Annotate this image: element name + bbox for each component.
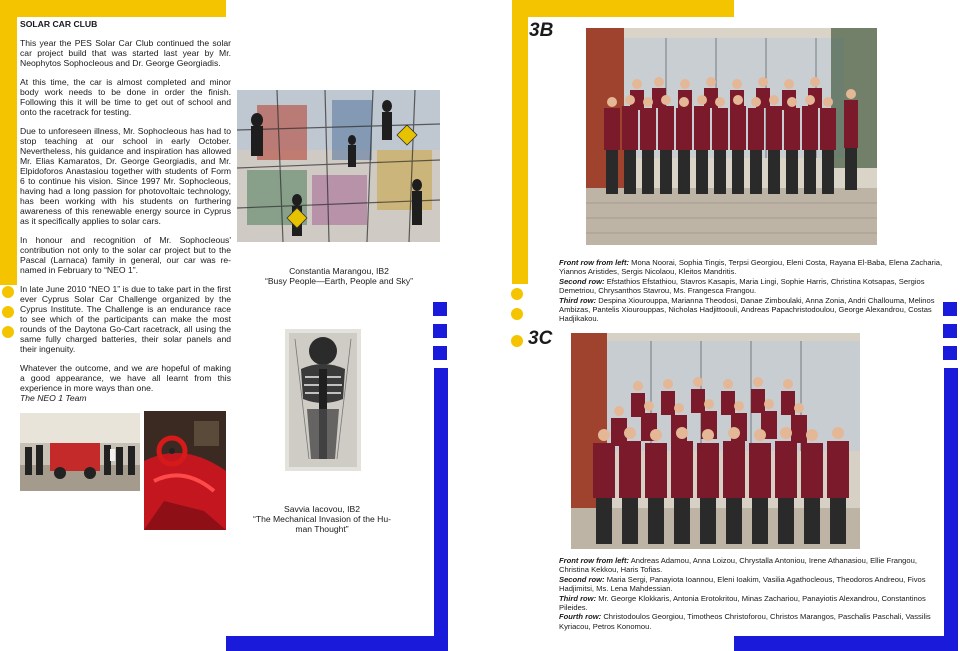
solar-car-cockpit-photo	[144, 411, 226, 530]
decor-dot	[2, 326, 14, 338]
decor-dot	[2, 306, 14, 318]
decor-dot	[511, 308, 523, 320]
right-page-top-bar	[512, 0, 734, 17]
article-paragraph: This year the PES Solar Car Club continued the solar car project build that was started last year by Mr. Neophytos Sophocleous and Dr. George Georgiadis.	[20, 38, 231, 68]
article-paragraph: Due to unforeseen illness, Mr. Sophocleous has had to stop teaching at our school in early October. Nevertheless, his guidance and inspiration has allowed Mr. Elias Kamaratos, Dr. George Georgiadis, and Mr. Elpidoforos Anastasiou together with students of Form 6 to continue his vision. Since 1997 Mr. Sophocleous, having had a long passion for photovoltaic technology, has been working with his students on furthering awareness of this renewable energy source in Cyprus as it specifically applies to solar cars.	[20, 126, 231, 226]
article-paragraph: At this time, the car is almost completed and minor body work needs to be done in order the finish. Following this it will be time to get out of school and onto the racetrack for testing.	[20, 77, 231, 117]
article-column	[20, 19, 231, 403]
decor-square	[943, 346, 957, 360]
painting-busy-people	[237, 90, 440, 242]
article-heading: SOLAR CAR CLUB	[20, 19, 98, 29]
right-page-right-bar	[944, 368, 958, 651]
decor-dot	[2, 286, 14, 298]
article-signature: The NEO 1 Team	[20, 393, 87, 403]
class-label-3b: 3B	[529, 20, 554, 41]
painting-caption-2: Savvia Iacovou, IB2 “The Mechanical Invasion of the Hu-man Thought”	[252, 504, 392, 534]
article-closing: Whatever the outcome, and we are hopeful of making a good appearance, we have all learnt from this experience in more ways than one.	[20, 363, 231, 393]
left-page-top-bar	[0, 0, 226, 17]
left-page-left-bar	[0, 0, 17, 285]
left-page-right-bar	[434, 368, 448, 651]
decor-square	[943, 324, 957, 338]
left-page-bottom-bar	[226, 636, 448, 651]
article-paragraph: In honour and recognition of Mr. Sophocleous' contribution not only to the solar car project but to the Pascal (Larnaca) family in general, our car was re-named in February to “NEO 1”.	[20, 235, 231, 275]
solar-car-team-photo	[20, 413, 140, 491]
class-photo-3c	[571, 333, 860, 549]
article-paragraph: In late June 2010 “NEO 1” is due to take part in the first ever Cyprus Solar Car Challenge organized by the Cyprus Institute. The Challenge is an endurance race to see which of the participants can make the most rounds of the Daytona Go-Cart racetrack, all using the same fully charged batteries, their solar panels and their ingenuity.	[20, 284, 231, 354]
painting-caption-1: Constantia Marangou, IB2 “Busy People—Earth, People and Sky”	[264, 266, 414, 286]
right-page-left-bar	[512, 0, 528, 284]
decor-square	[433, 302, 447, 316]
class-3c-caption: Front row from left: Andreas Adamou, Anna Loizou, Chrystalla Antoniou, Irene Athanasiou, Ellie Frangou, Christina Kekkou, Haris Tofias. Second row: Maria Sergi, Panayiota Ioannou, Eleni Ioakim, Vasilia Agathocleous, Theodoros Andreou, Fivos Hadjimitsi, Ms. Lena Mahdessian. Third row: Mr. George Klokkaris, Antonia Erotokritou, Minas Zachariou, Panayiotis Alexandrou, Constantinos Pileides. Fourth row: Christodoulos Georgiou, Timotheos Christoforou, Christos Marangos, Paschalis Paschali, Vassilis Kyriacou, Petros Konomou.	[559, 556, 931, 631]
decor-dot	[511, 288, 523, 300]
decor-square	[943, 302, 957, 316]
right-page-bottom-bar	[734, 636, 958, 651]
class-photo-3b	[586, 28, 877, 245]
painting-mechanical-invasion	[285, 329, 361, 471]
decor-square	[433, 346, 447, 360]
class-label-3c: 3C	[528, 328, 553, 349]
class-3b-caption: Front row from left: Mona Noorai, Sophia Tingis, Terpsi Georgiou, Eleni Costa, Rayana El-Baba, Elena Zacharia, Yiannos Aristides, Sergis Nicolaou, Kleitos Mandritis. Second row: Efstathios Efstathiou, Stavros Kasapis, Maria Lingi, Sophie Harris, Christina Kotsapas, Sergios Demetriou, Chrysanthos Stavrou, Ms. Frangesca Frangou. Third row: Despina Xiourouppa, Marianna Theodosi, Danae Zimboulaki, Anna Zonia, Andri Challouma, Melinos Ambizas, Pantelis Xiourouppas, Nicholas Hadjittoouli, Andreas Papachristodoulou, George Alexandrou, Costas Hadjikakou.	[559, 258, 943, 324]
decor-square	[433, 324, 447, 338]
decor-dot	[511, 335, 523, 347]
